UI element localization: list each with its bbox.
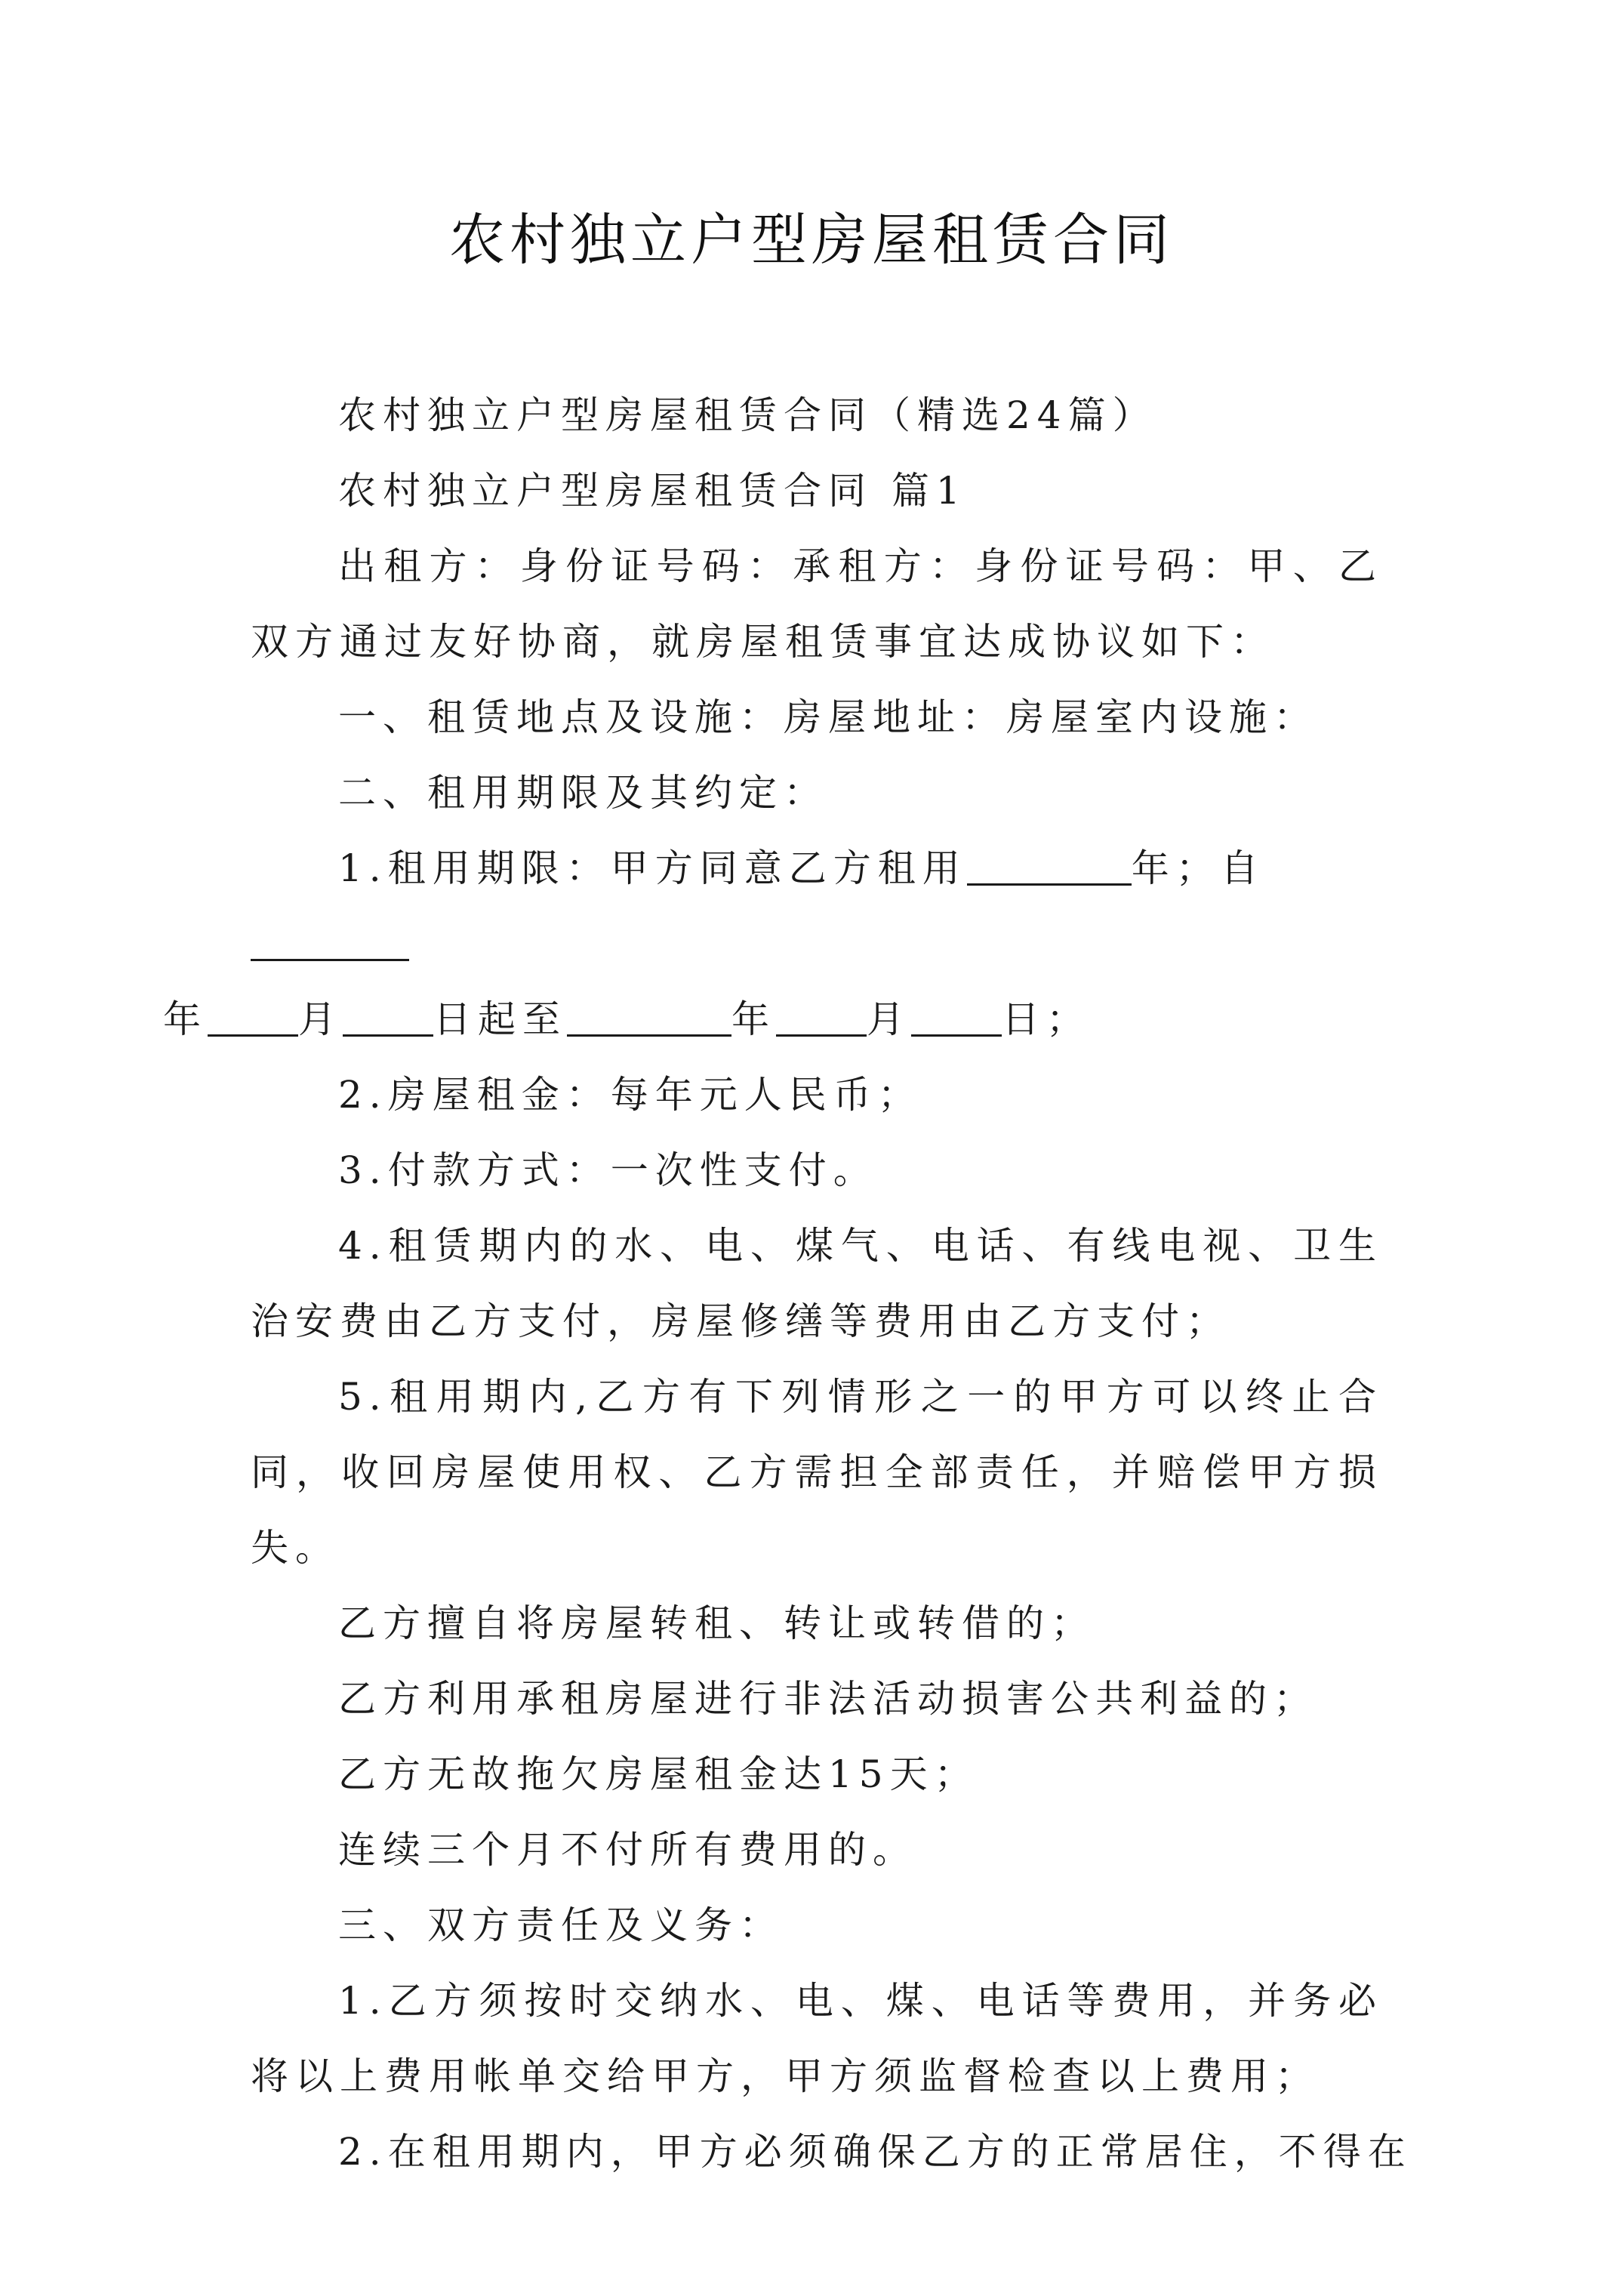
- lease-term-text: 年；自: [1131, 846, 1265, 890]
- lease-term-text: 日；: [1002, 997, 1091, 1041]
- paragraph-rent: 2.房屋租金：每年元人民币；: [338, 1073, 922, 1117]
- blank-start-year-field[interactable]: [251, 917, 409, 961]
- paragraph-rent-arrears: 乙方无故拖欠房屋租金达15天；: [338, 1752, 979, 1796]
- paragraph-payment-method: 3.付款方式：一次性支付。: [338, 1148, 878, 1192]
- paragraph-tenant-duties: 1.乙方须按时交纳水、电、煤、电话等费用，并务必将以上费用帐单交给甲方，甲方须监督检查以上费用；: [251, 1979, 1383, 2098]
- paragraph-illegal-use: 乙方利用承租房屋进行非法活动损害公共利益的；: [338, 1677, 1318, 1721]
- paragraph-utilities: 4.租赁期内的水、电、煤气、电话、有线电视、卫生治安费由乙方支付，房屋修缮等费用由乙方支付；: [251, 1224, 1383, 1343]
- paragraph-section-two: 二、租用期限及其约定：: [338, 771, 828, 815]
- blank-years-field[interactable]: [967, 841, 1132, 886]
- lease-term-text: 月: [867, 997, 911, 1041]
- lease-term-text: 1.租用期限：甲方同意乙方租用: [338, 846, 967, 890]
- paragraph-parties: 出租方：身份证号码：承租方：身份证号码：甲、乙双方通过友好协商，就房屋租赁事宜达成协议如下：: [251, 544, 1383, 664]
- paragraph-collection-heading: 农村独立户型房屋租赁合同（精选24篇）: [338, 393, 1157, 437]
- lease-term-text: 年: [163, 997, 208, 1041]
- lease-term-text: 年: [731, 997, 776, 1041]
- paragraph-termination: 5.租用期内,乙方有下列情形之一的甲方可以终止合同，收回房屋使用权、乙方需担全部责任，并赔偿甲方损失。: [251, 1375, 1383, 1570]
- paragraph-landlord-duties: 2.在租用期内，甲方必须确保乙方的正常居住，不得在: [338, 2130, 1412, 2174]
- blank-end-day-field[interactable]: [911, 992, 1002, 1037]
- blank-end-year-field[interactable]: [567, 992, 731, 1037]
- paragraph-unpaid-fees: 连续三个月不付所有费用的。: [338, 1828, 917, 1872]
- document-title: 农村独立户型房屋租赁合同: [449, 208, 1174, 273]
- paragraph-sublease: 乙方擅自将房屋转租、转让或转借的；: [338, 1601, 1095, 1645]
- paragraph-section-one: 一、租赁地点及设施：房屋地址：房屋室内设施：: [338, 695, 1318, 739]
- paragraph-section-three: 三、双方责任及义务：: [338, 1903, 784, 1947]
- lease-term-text: 日起至: [433, 997, 567, 1041]
- blank-start-day-field[interactable]: [343, 992, 433, 1037]
- document-body: [163, 378, 1412, 2190]
- lease-term-text: 月: [298, 997, 343, 1041]
- blank-end-month-field[interactable]: [776, 992, 867, 1037]
- paragraph-article-heading: 农村独立户型房屋租赁合同 篇1: [338, 469, 967, 513]
- blank-start-month-field[interactable]: [208, 992, 298, 1037]
- paragraph-lease-term: [163, 831, 1383, 1057]
